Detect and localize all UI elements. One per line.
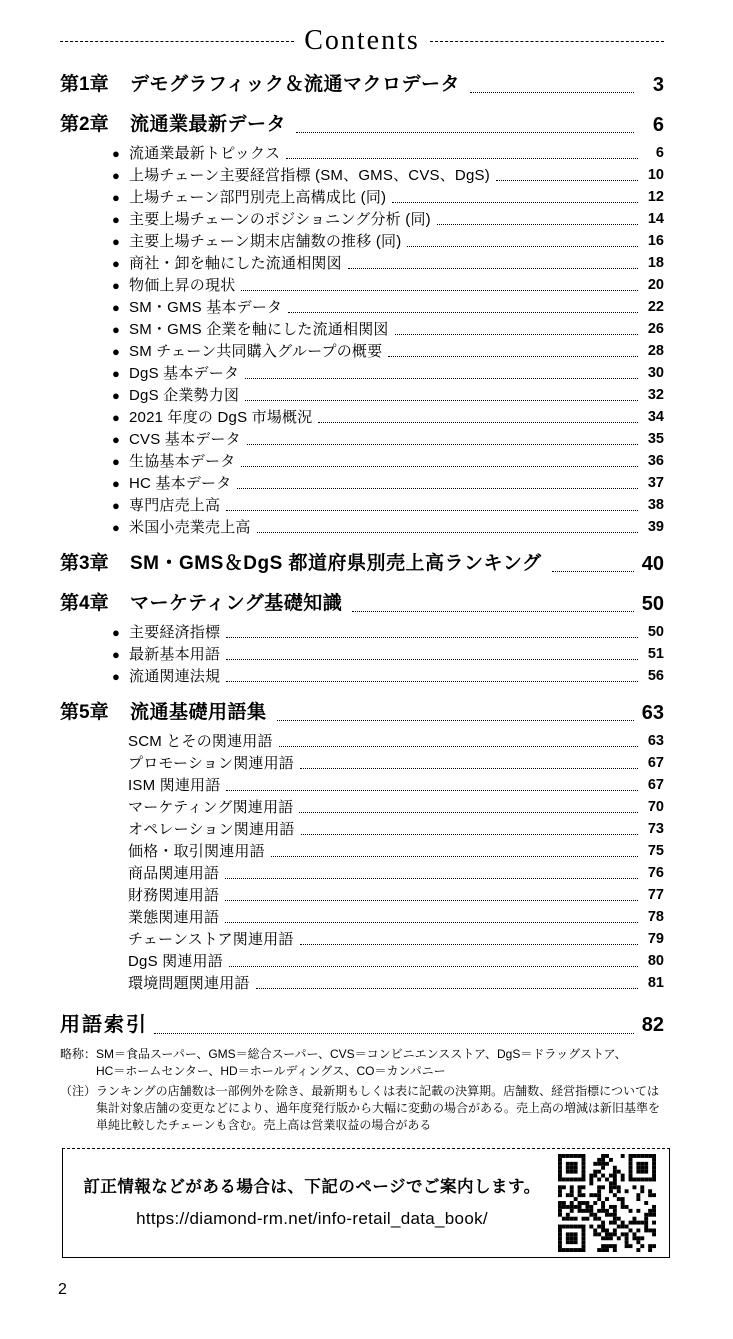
toc-item-row[interactable]: [60, 494, 664, 516]
chapter-page-number: 63: [641, 701, 664, 724]
toc-chapter-row[interactable]: [60, 111, 664, 139]
chapter-item-list: [60, 730, 664, 994]
toc-item-row[interactable]: [60, 406, 664, 428]
item-page-number: 37: [647, 474, 664, 491]
toc-item-row[interactable]: [60, 384, 664, 406]
dotted-leader: [352, 611, 634, 612]
dotted-leader: [245, 378, 638, 379]
toc-item-row[interactable]: [60, 164, 664, 186]
item-page-number: 12: [647, 188, 664, 205]
item-page-number: 67: [647, 776, 664, 793]
chapter-title: 流通基礎用語集: [130, 701, 267, 723]
item-page-number: 34: [647, 408, 664, 425]
item-title: 米国小売業売上高: [129, 518, 251, 536]
chapter-number: 第5章: [60, 701, 109, 723]
toc-item-row[interactable]: [60, 862, 664, 884]
item-title: 価格・取引関連用語: [128, 842, 265, 860]
item-title: 業態関連用語: [128, 908, 220, 926]
abbreviation-line2: HC＝ホームセンター、HD＝ホールディングス、CO＝カンパニー: [96, 1063, 446, 1078]
toc-item-row[interactable]: [60, 274, 664, 296]
dotted-leader: [241, 290, 638, 291]
item-title: 環境問題関連用語: [128, 974, 250, 992]
bullet-icon: ●: [112, 277, 120, 293]
folio-page-number: 2: [58, 1281, 67, 1298]
abbreviation-label: 略称：: [60, 1046, 97, 1061]
toc-item-row[interactable]: [60, 818, 664, 840]
item-page-number: 75: [647, 842, 664, 859]
chapter-page-number: 40: [641, 552, 664, 575]
dotted-leader: [407, 246, 638, 247]
item-title: 商社・卸を軸にした流通相関図: [129, 254, 342, 272]
dotted-leader: [496, 180, 638, 181]
toc-item-row[interactable]: [60, 840, 664, 862]
item-title: プロモーション関連用語: [128, 754, 295, 772]
item-title: 主要経済指標: [129, 623, 221, 641]
item-title: SCM とその関連用語: [128, 732, 273, 750]
item-title: マーケティング関連用語: [128, 798, 294, 816]
toc-item-row[interactable]: [60, 928, 664, 950]
item-title: 主要上場チェーンのポジショニング分析 (同): [129, 210, 431, 228]
dotted-leader: [257, 532, 638, 533]
toc-item-row[interactable]: [60, 230, 664, 252]
toc-item-row[interactable]: [60, 730, 664, 752]
item-title: DgS 基本データ: [129, 364, 240, 382]
item-page-number: 80: [647, 952, 664, 969]
chapter-number: 第4章: [60, 592, 109, 614]
item-page-number: 32: [647, 386, 664, 403]
toc-item-row[interactable]: [60, 450, 664, 472]
toc-item-row[interactable]: [60, 774, 664, 796]
bullet-icon: ●: [112, 343, 120, 359]
toc-item-row[interactable]: [60, 665, 664, 687]
dotted-leader: [286, 158, 638, 159]
item-title: 最新基本用語: [129, 645, 221, 663]
item-page-number: 77: [647, 886, 664, 903]
item-page-number: 81: [647, 974, 664, 991]
dotted-leader: [392, 202, 638, 203]
chapter-page-number: 6: [652, 113, 664, 136]
dotted-leader: [245, 400, 638, 401]
item-page-number: 20: [647, 276, 664, 293]
dotted-leader: [237, 488, 638, 489]
item-page-number: 30: [647, 364, 664, 381]
dotted-leader: [296, 132, 634, 133]
page-title: Contents: [304, 25, 420, 56]
bullet-icon: ●: [112, 431, 120, 447]
toc-item-row[interactable]: [60, 318, 664, 340]
dotted-leader: [318, 422, 638, 423]
item-title: 上場チェーン部門別売上高構成比 (同): [129, 188, 387, 206]
toc-item-row[interactable]: [60, 186, 664, 208]
item-title: 専門店売上高: [129, 496, 221, 514]
item-title: 主要上場チェーン期末店舗数の推移 (同): [129, 232, 402, 250]
dotted-leader: [247, 444, 638, 445]
dotted-leader: [279, 746, 638, 747]
chapter-title: マーケティング基礎知識: [130, 592, 343, 614]
item-page-number: 39: [647, 518, 664, 535]
bullet-icon: ●: [112, 668, 120, 684]
dotted-leader: [395, 334, 638, 335]
item-page-number: 73: [647, 820, 664, 837]
item-page-number: 6: [655, 144, 664, 161]
bullet-icon: ●: [112, 646, 120, 662]
toc-index-row[interactable]: [60, 1010, 664, 1040]
dotted-leader: [437, 224, 638, 225]
item-page-number: 67: [647, 754, 664, 771]
dotted-leader: [229, 966, 638, 967]
chapter-number: 第2章: [60, 113, 109, 135]
item-page-number: 79: [647, 930, 664, 947]
item-page-number: 18: [647, 254, 664, 271]
toc-item-row[interactable]: [60, 472, 664, 494]
chapter-number: 第3章: [60, 552, 109, 574]
item-title: SM・GMS 基本データ: [129, 298, 283, 316]
item-title: 物価上昇の現状: [129, 276, 236, 294]
toc-item-row[interactable]: [60, 884, 664, 906]
bullet-icon: ●: [112, 409, 120, 425]
bullet-icon: ●: [112, 145, 120, 161]
toc-chapter-row[interactable]: [60, 71, 664, 99]
item-page-number: 51: [647, 645, 664, 662]
ranking-note-label: （注）: [60, 1083, 97, 1098]
dotted-leader: [225, 900, 638, 901]
toc-item-row[interactable]: [60, 621, 664, 643]
item-page-number: 22: [647, 298, 664, 315]
dotted-leader: [225, 922, 638, 923]
index-title: 用語索引: [60, 1013, 148, 1036]
dotted-leader: [277, 720, 634, 721]
item-page-number: 14: [647, 210, 664, 227]
item-page-number: 36: [647, 452, 664, 469]
dotted-leader: [388, 356, 638, 357]
dotted-leader: [226, 681, 638, 682]
dotted-leader: [470, 92, 634, 93]
bullet-icon: ●: [112, 387, 120, 403]
dotted-leader: [226, 659, 638, 660]
item-title: SM チェーン共同購入グループの概要: [129, 342, 383, 360]
item-title: SM・GMS 企業を軸にした流通相関図: [129, 320, 389, 338]
item-title: 上場チェーン主要経営指標 (SM、GMS、CVS、DgS): [129, 166, 490, 184]
toc-item-row[interactable]: [60, 796, 664, 818]
dotted-leader: [226, 510, 638, 511]
chapter-number: 第1章: [60, 73, 109, 95]
item-page-number: 38: [647, 496, 664, 513]
dotted-leader: [552, 571, 635, 572]
item-title: 流通関連法規: [129, 667, 221, 685]
toc-item-row[interactable]: [60, 516, 664, 538]
bullet-icon: ●: [112, 453, 120, 469]
toc-item-row[interactable]: [60, 362, 664, 384]
toc-chapter-row[interactable]: [60, 590, 664, 618]
item-title: ISM 関連用語: [128, 776, 221, 794]
abbreviation-text: [96, 1046, 664, 1080]
toc-content: [60, 26, 664, 1258]
item-page-number: 56: [647, 667, 664, 684]
bullet-icon: ●: [112, 365, 120, 381]
dotted-leader: [154, 1033, 634, 1034]
errata-info-text: [81, 1175, 557, 1231]
title-dash-right: [430, 41, 664, 42]
bullet-icon: ●: [112, 189, 120, 205]
toc-chapter-row[interactable]: [60, 550, 664, 578]
footnotes: [60, 1046, 664, 1134]
ranking-note-text: ランキングの店舗数は一部例外を除き、最新期もしくは表に記載の決算期。店舗数、経営指標については集計対象店舗の変更などにより、過年度発行版から大幅に変動の場合がある。売上高の増減は新旧基準を単純比較したチェーンも含む。売上高は営業収益の場合がある: [96, 1083, 661, 1132]
item-page-number: 10: [647, 166, 664, 183]
dotted-leader: [226, 637, 638, 638]
dotted-leader: [299, 812, 638, 813]
contents-title-row: [60, 26, 664, 57]
toc-item-row[interactable]: [60, 906, 664, 928]
item-page-number: 50: [647, 623, 664, 640]
bullet-icon: ●: [112, 624, 120, 640]
dotted-leader: [225, 878, 638, 879]
toc-item-row[interactable]: [60, 296, 664, 318]
item-title: HC 基本データ: [129, 474, 232, 492]
item-page-number: 63: [647, 732, 664, 749]
errata-url[interactable]: https://diamond-rm.net/info-retail_data_book/: [136, 1208, 488, 1228]
bullet-icon: ●: [112, 497, 120, 513]
chapter-title: 流通業最新データ: [130, 113, 287, 135]
toc-item-row[interactable]: [60, 208, 664, 230]
abbreviation-note: [60, 1046, 664, 1080]
bullet-icon: ●: [112, 233, 120, 249]
dotted-leader: [226, 790, 638, 791]
bullet-icon: ●: [112, 519, 120, 535]
chapter-item-list: [60, 142, 664, 538]
bullet-icon: ●: [112, 475, 120, 491]
ranking-note: [60, 1083, 664, 1134]
index-page-number: 82: [641, 1013, 664, 1036]
dotted-leader: [300, 944, 638, 945]
bullet-icon: ●: [112, 299, 120, 315]
item-title: 財務関連用語: [128, 886, 220, 904]
item-page-number: 78: [647, 908, 664, 925]
item-page-number: 26: [647, 320, 664, 337]
bullet-icon: ●: [112, 321, 120, 337]
dotted-leader: [300, 768, 638, 769]
item-title: 流通業最新トピックス: [129, 144, 281, 162]
item-title: 生協基本データ: [129, 452, 236, 470]
toc-item-row[interactable]: [60, 950, 664, 972]
toc-item-row[interactable]: [60, 972, 664, 994]
item-title: 2021 年度の DgS 市場概況: [129, 408, 313, 426]
item-page-number: 70: [647, 798, 664, 815]
toc-item-row[interactable]: [60, 428, 664, 450]
chapter-title: デモグラフィック＆流通マクロデータ: [130, 73, 460, 95]
chapter-item-list: [60, 621, 664, 687]
item-page-number: 76: [647, 864, 664, 881]
errata-message: 訂正情報などがある場合は、下記のページでご案内します。: [83, 1177, 541, 1196]
chapter-page-number: 3: [652, 73, 664, 96]
abbreviation-line1: SM＝食品スーパー、GMS＝総合スーパー、CVS＝コンビニエンスストア、DgS＝ドラッグストア、: [96, 1046, 627, 1061]
toc-chapter-row[interactable]: [60, 699, 664, 727]
dotted-leader: [301, 834, 638, 835]
item-title: オペレーション関連用語: [128, 820, 295, 838]
title-dash-left: [60, 41, 294, 42]
chapter-page-number: 50: [641, 592, 664, 615]
dotted-leader: [256, 988, 638, 989]
item-title: チェーンストア関連用語: [128, 930, 294, 948]
dotted-leader: [348, 268, 638, 269]
dotted-leader: [241, 466, 638, 467]
toc-item-row[interactable]: [60, 142, 664, 164]
item-title: CVS 基本データ: [129, 430, 241, 448]
item-title: 商品関連用語: [128, 864, 220, 882]
chapter-title: SM・GMS＆DgS 都道府県別売上高ランキング: [130, 552, 542, 574]
toc-item-row[interactable]: [60, 643, 664, 665]
item-title: DgS 企業勢力図: [129, 386, 240, 404]
dotted-leader: [271, 856, 638, 857]
toc-item-row[interactable]: [60, 252, 664, 274]
toc-item-row[interactable]: [60, 340, 664, 362]
bullet-icon: ●: [112, 255, 120, 271]
bullet-icon: ●: [112, 211, 120, 227]
item-title: DgS 関連用語: [128, 952, 223, 970]
qr-code-icon: [557, 1153, 657, 1253]
item-page-number: 35: [647, 430, 664, 447]
dotted-leader: [288, 312, 638, 313]
bullet-icon: ●: [112, 167, 120, 183]
errata-info-box: [62, 1148, 670, 1258]
toc-list: [60, 71, 664, 994]
item-page-number: 16: [647, 232, 664, 249]
item-page-number: 28: [647, 342, 664, 359]
toc-item-row[interactable]: [60, 752, 664, 774]
